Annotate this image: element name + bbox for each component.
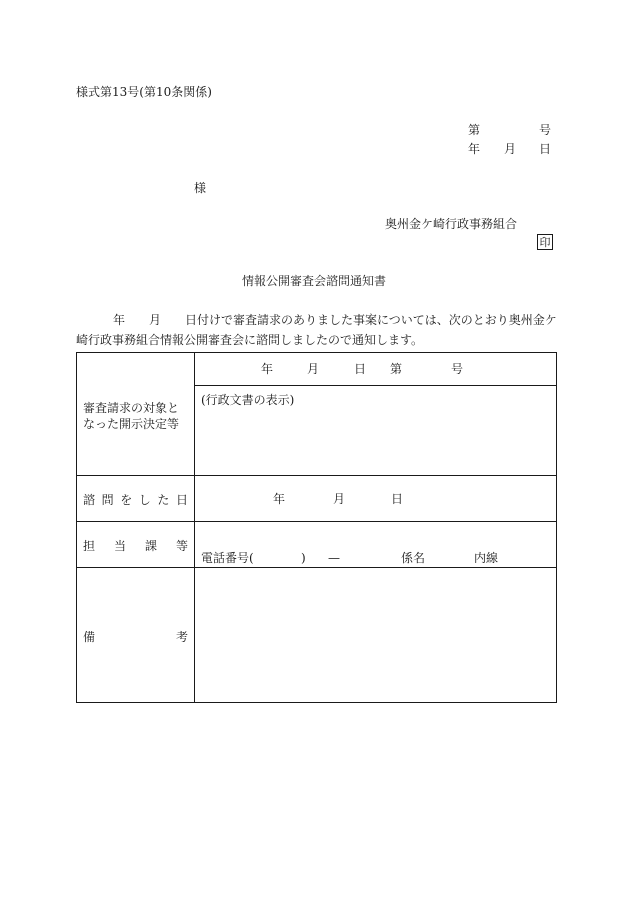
decision-month: 月 (307, 362, 320, 376)
doc-number-go: 号 (539, 123, 552, 137)
body-line-2: 崎行政事務組合情報公開審査会に諮問しましたので通知します。 (76, 333, 424, 347)
row-consultation-date (77, 476, 557, 522)
decision-go: 号 (451, 362, 464, 376)
label-char: 等 (175, 539, 188, 553)
phone-close: ) (301, 551, 306, 565)
addressee-suffix: 様 (194, 181, 207, 195)
document-indication-note: (行政文書の表示) (201, 393, 295, 407)
doc-number-dai: 第 (468, 123, 481, 137)
row-remarks (77, 568, 557, 703)
body-text (76, 310, 558, 350)
document-title: 情報公開審査会諮問通知書 (242, 274, 387, 288)
label-line-2: なった開示決定等 (83, 417, 180, 431)
label-char: 考 (175, 630, 188, 644)
label-char: 諮 (83, 493, 96, 507)
label-consultation-date (77, 476, 195, 522)
consult-month: 月 (333, 492, 346, 506)
top-date-year: 年 (468, 142, 481, 156)
decision-year: 年 (261, 362, 274, 376)
label-char: 備 (83, 630, 96, 644)
organization-name: 奥州金ケ崎行政事務組合 (385, 217, 518, 231)
label-char: 日 (175, 493, 188, 507)
kakari-label: 係名 (401, 551, 426, 565)
label-char: た (157, 493, 170, 507)
label-char: 担 (83, 539, 96, 553)
label-disclosure-decision (77, 353, 195, 476)
body-line-1: 年 月 日付けで審査請求のありました事案については、次のとおり奥州金ケ (113, 313, 557, 327)
top-date-month: 月 (504, 142, 517, 156)
remarks-cell (195, 568, 557, 703)
naisen-label: 内線 (474, 551, 499, 565)
label-char: を (120, 493, 133, 507)
phone-label: 電話番号( (201, 551, 254, 565)
phone-dash: — (328, 551, 340, 565)
document-indication-cell (195, 386, 557, 476)
row-responsible-section (77, 522, 557, 568)
label-char: 当 (113, 539, 126, 553)
label-char: 問 (101, 493, 114, 507)
label-line-1 (83, 400, 188, 416)
consult-year: 年 (273, 492, 286, 506)
row-disclosure-decision (77, 353, 557, 386)
responsible-section-cell (195, 522, 557, 568)
decision-day: 日 (354, 362, 367, 376)
label-char: し (138, 493, 151, 507)
form-table (76, 352, 557, 703)
label-part-1: 審査請求の対象と (83, 401, 180, 415)
label-char: 課 (144, 539, 157, 553)
decision-date-cell (195, 353, 557, 386)
label-responsible-section (77, 522, 195, 568)
decision-dai: 第 (390, 362, 403, 376)
form-number: 様式第13号(第10条関係) (76, 85, 212, 99)
top-date-day: 日 (539, 142, 552, 156)
consultation-date-cell (195, 476, 557, 522)
label-remarks (77, 568, 195, 703)
seal-stamp: 印 (537, 234, 553, 250)
consult-day: 日 (391, 492, 404, 506)
